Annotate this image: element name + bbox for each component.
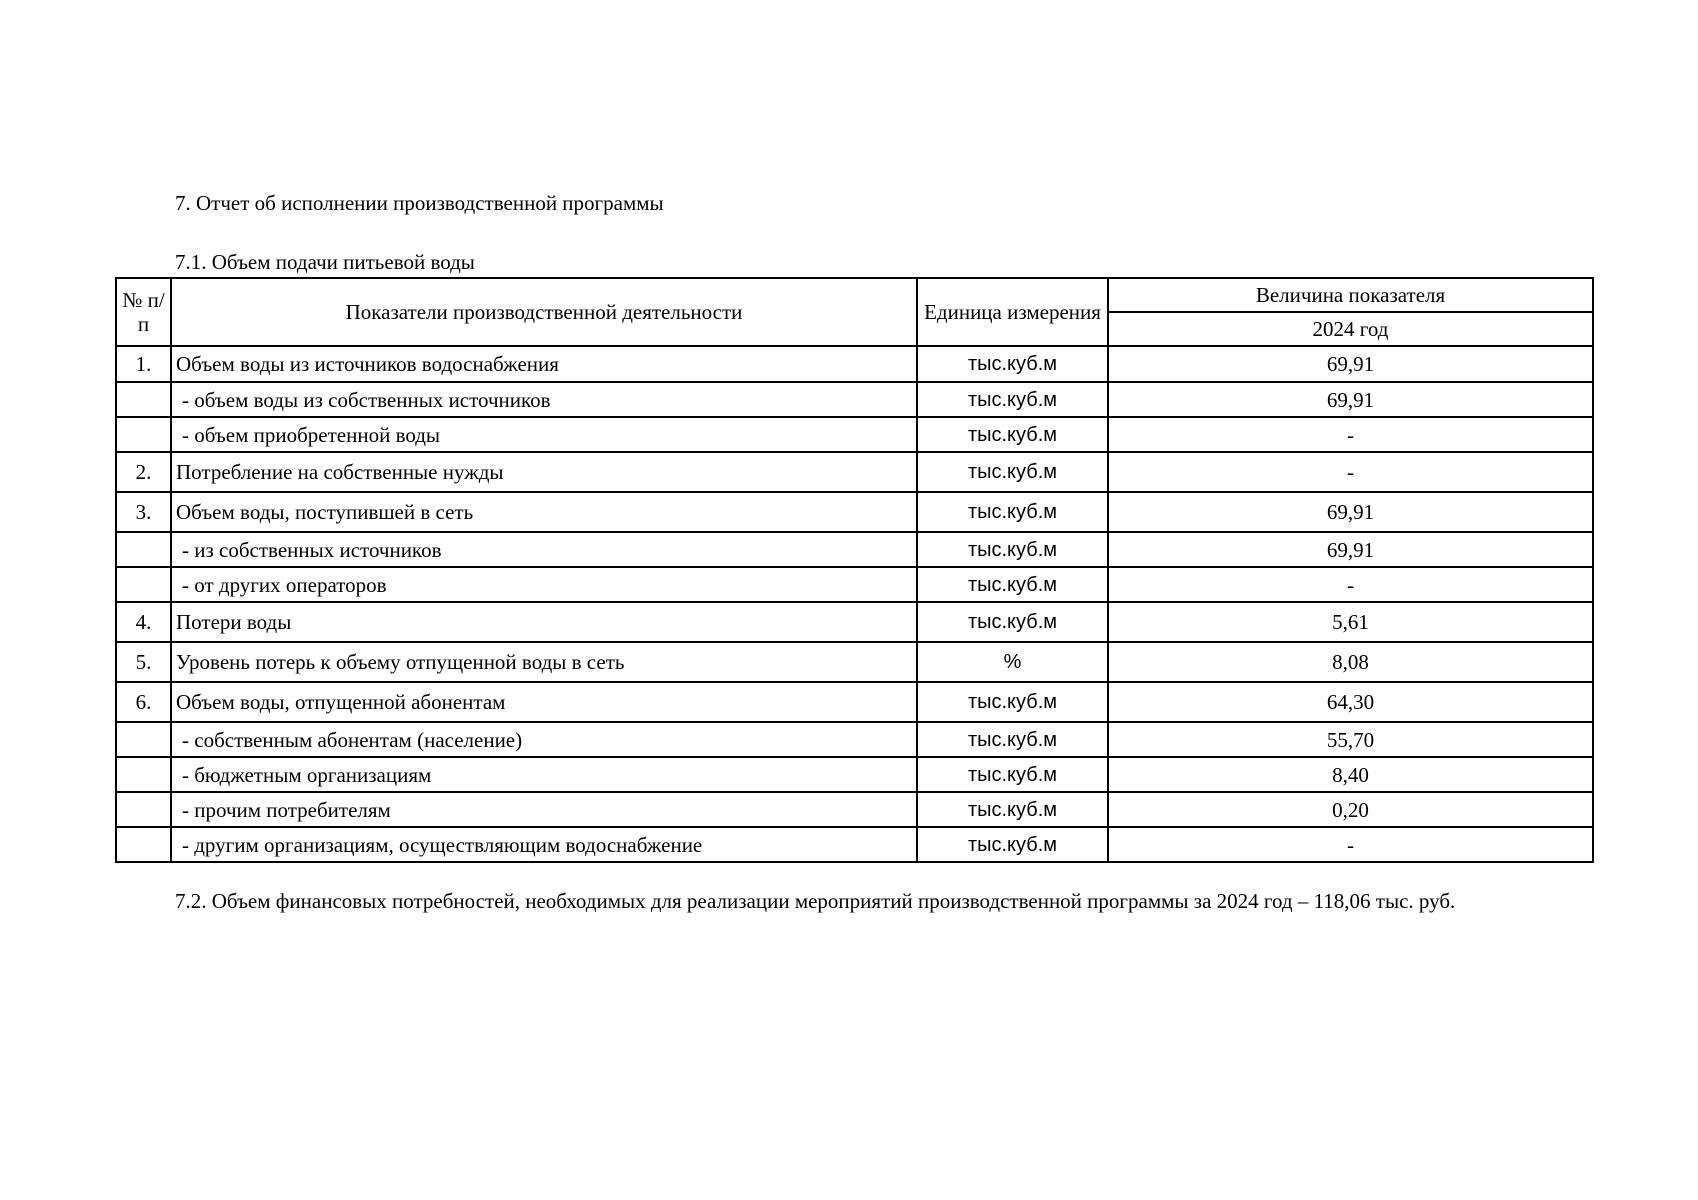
table-row xyxy=(116,346,1593,382)
table-row xyxy=(116,602,1593,642)
row-unit: тыс.куб.м xyxy=(917,382,1108,417)
row-value: - xyxy=(1108,452,1593,492)
row-unit: % xyxy=(917,642,1108,682)
row-indicator: - бюджетным организациям xyxy=(171,757,917,792)
row-number xyxy=(116,792,171,827)
row-number: 4. xyxy=(116,602,171,642)
header-number: № п/п xyxy=(116,278,171,346)
header-indicator: Показатели производственной деятельности xyxy=(171,278,917,346)
water-supply-table xyxy=(115,277,1594,863)
row-indicator: Объем воды из источников водоснабжения xyxy=(171,346,917,382)
row-number: 3. xyxy=(116,492,171,532)
table-row xyxy=(116,417,1593,452)
row-indicator: Потребление на собственные нужды xyxy=(171,452,917,492)
table-row xyxy=(116,642,1593,682)
row-indicator: Объем воды, отпущенной абонентам xyxy=(171,682,917,722)
subsection-title: 7.1. Объем подачи питьевой воды xyxy=(175,250,475,274)
financing-note: 7.2. Объем финансовых потребностей, необходимых для реализации мероприятий производственной программы за 2024 год – 118,06 тыс. руб. xyxy=(175,889,1456,913)
row-unit: тыс.куб.м xyxy=(917,757,1108,792)
row-number xyxy=(116,757,171,792)
row-indicator: - прочим потребителям xyxy=(171,792,917,827)
row-value: 8,08 xyxy=(1108,642,1593,682)
table-row xyxy=(116,452,1593,492)
table-row xyxy=(116,682,1593,722)
table-row xyxy=(116,757,1593,792)
row-number xyxy=(116,827,171,862)
row-number: 2. xyxy=(116,452,171,492)
row-unit: тыс.куб.м xyxy=(917,792,1108,827)
row-number: 1. xyxy=(116,346,171,382)
row-unit: тыс.куб.м xyxy=(917,492,1108,532)
row-number xyxy=(116,532,171,567)
row-value: 69,91 xyxy=(1108,346,1593,382)
row-value: 64,30 xyxy=(1108,682,1593,722)
row-value: 0,20 xyxy=(1108,792,1593,827)
table-row xyxy=(116,722,1593,757)
row-unit: тыс.куб.м xyxy=(917,417,1108,452)
row-indicator: - другим организациям, осуществляющим водоснабжение xyxy=(171,827,917,862)
row-unit: тыс.куб.м xyxy=(917,532,1108,567)
row-number xyxy=(116,417,171,452)
section-title: 7. Отчет об исполнении производственной программы xyxy=(175,191,664,215)
table-header-row xyxy=(116,278,1593,312)
row-value: - xyxy=(1108,417,1593,452)
row-value: 69,91 xyxy=(1108,382,1593,417)
row-value: 5,61 xyxy=(1108,602,1593,642)
row-indicator: - собственным абонентам (население) xyxy=(171,722,917,757)
header-year: 2024 год xyxy=(1108,312,1593,346)
table-row xyxy=(116,382,1593,417)
row-value: 55,70 xyxy=(1108,722,1593,757)
row-unit: тыс.куб.м xyxy=(917,452,1108,492)
row-indicator: - объем воды из собственных источников xyxy=(171,382,917,417)
header-unit: Единица измерения xyxy=(917,278,1108,346)
row-number: 6. xyxy=(116,682,171,722)
row-number xyxy=(116,722,171,757)
row-indicator: - объем приобретенной воды xyxy=(171,417,917,452)
row-value: 8,40 xyxy=(1108,757,1593,792)
table-row xyxy=(116,827,1593,862)
row-indicator: Объем воды, поступившей в сеть xyxy=(171,492,917,532)
table-row xyxy=(116,792,1593,827)
row-number xyxy=(116,382,171,417)
table-row xyxy=(116,492,1593,532)
row-unit: тыс.куб.м xyxy=(917,722,1108,757)
row-value: - xyxy=(1108,567,1593,602)
row-indicator: - из собственных источников xyxy=(171,532,917,567)
row-value: - xyxy=(1108,827,1593,862)
row-indicator: Уровень потерь к объему отпущенной воды в сеть xyxy=(171,642,917,682)
table-row xyxy=(116,532,1593,567)
row-unit: тыс.куб.м xyxy=(917,827,1108,862)
row-unit: тыс.куб.м xyxy=(917,346,1108,382)
row-number xyxy=(116,567,171,602)
row-value: 69,91 xyxy=(1108,532,1593,567)
table-row xyxy=(116,567,1593,602)
row-indicator: - от других операторов xyxy=(171,567,917,602)
row-value: 69,91 xyxy=(1108,492,1593,532)
row-indicator: Потери воды xyxy=(171,602,917,642)
row-number: 5. xyxy=(116,642,171,682)
header-value-group: Величина показателя xyxy=(1108,278,1593,312)
row-unit: тыс.куб.м xyxy=(917,602,1108,642)
row-unit: тыс.куб.м xyxy=(917,682,1108,722)
row-unit: тыс.куб.м xyxy=(917,567,1108,602)
